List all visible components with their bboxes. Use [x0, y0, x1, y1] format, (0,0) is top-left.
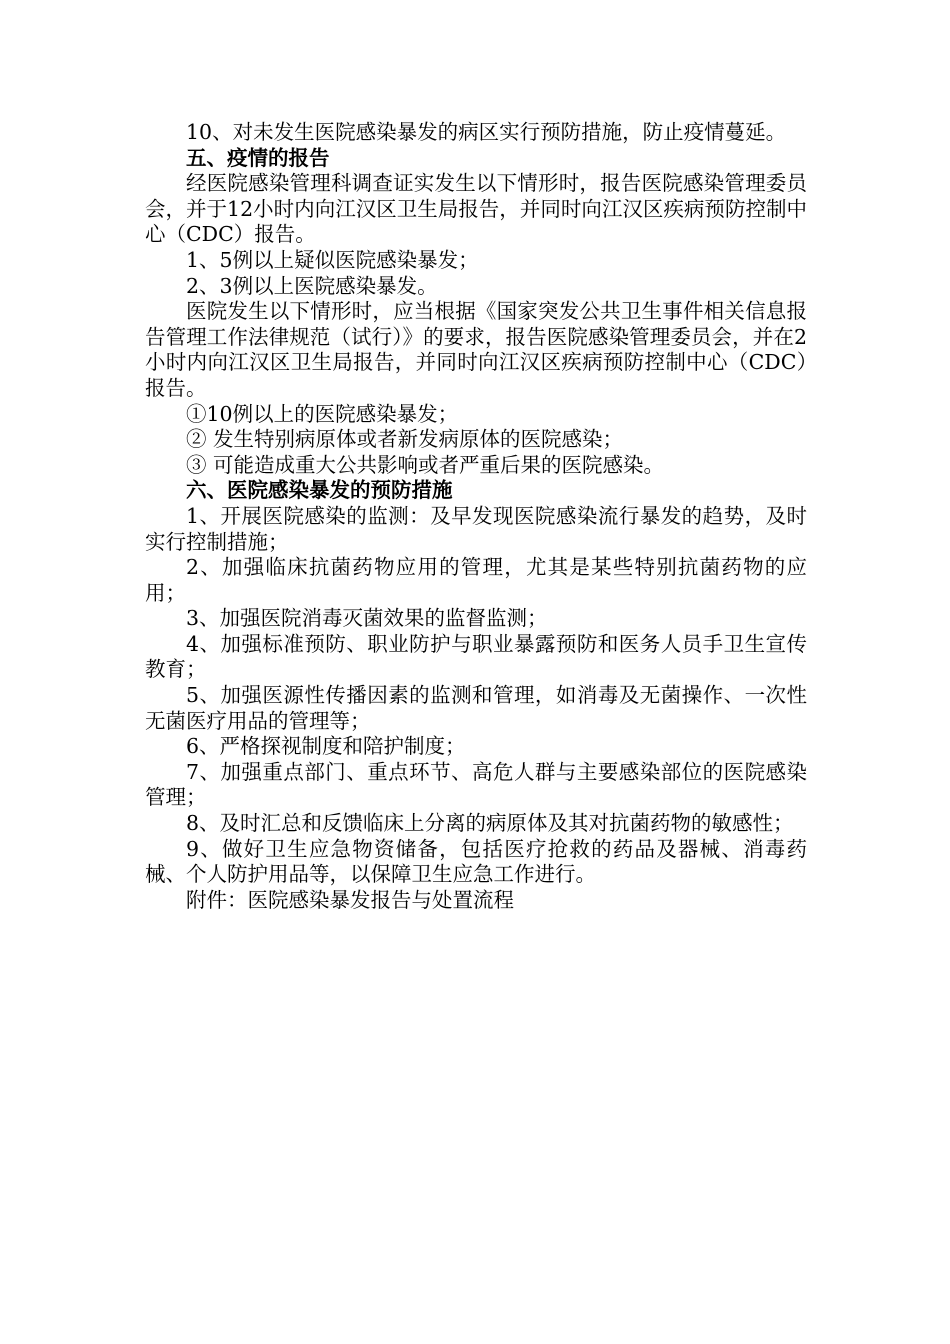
measure-item-feedback: 8、及时汇总和反馈临床上分离的病原体及其对抗菌药物的敏感性；	[186, 811, 794, 836]
list-item-confirmed-cases: 2、3例以上医院感染暴发。	[186, 273, 438, 298]
paragraph-item-10-prevention: 10、对未发生医院感染暴发的病区实行预防措施，防止疫情蔓延。	[186, 120, 787, 144]
section-heading-epidemic-report: 五、疫情的报告	[186, 145, 330, 170]
section-heading-prevention-measures: 六、医院感染暴发的预防措施	[186, 478, 453, 503]
measure-item-monitoring: 1、开展医院感染的监测：及早发现医院感染流行暴发的趋势，及时实行控制措施；	[145, 503, 807, 554]
measure-item-emergency-supplies: 9、做好卫生应急物资储备，包括医疗抢救的药品及器械、消毒药械、个人防护用品等，以保障卫生应急工作进行。	[145, 836, 807, 887]
measure-item-visiting: 6、严格探视制度和陪护制度；	[186, 734, 466, 759]
list-item-major-impact: ③ 可能造成重大公共影响或者严重后果的医院感染。	[186, 452, 665, 477]
document-page	[145, 120, 807, 913]
paragraph-report-2-hours: 医院发生以下情形时，应当根据《国家突发公共卫生事件相关信息报告管理工作法律规范（试行）》的要求，报告医院感染管理委员会，并在2小时内向江汉区卫生局报告，并同时向江汉区疾病预防控制中心（CDC）报告。	[145, 299, 807, 400]
measure-item-standard-prevention: 4、加强标准预防、职业防护与职业暴露预防和医务人员手卫生宣传教育；	[145, 631, 807, 682]
measure-item-antibiotics: 2、加强临床抗菌药物应用的管理，尤其是某些特别抗菌药物的应用；	[145, 555, 807, 605]
list-item-special-pathogen: ② 发生特别病原体或者新发病原体的医院感染；	[186, 427, 624, 452]
list-item-suspected-cases: 1、5例以上疑似医院感染暴发；	[186, 247, 479, 272]
paragraph-report-12-hours: 经医院感染管理科调查证实发生以下情形时，报告医院感染管理委员会，并于12小时内向江汉区卫生局报告，并同时向江汉区疾病预防控制中心（CDC）报告。	[145, 171, 807, 247]
measure-item-disinfection: 3、加强医院消毒灭菌效果的监督监测；	[186, 606, 548, 631]
measure-item-iatrogenic: 5、加强医源性传播因素的监测和管理，如消毒及无菌操作、一次性无菌医疗用品的管理等；	[145, 683, 807, 733]
attachment-note: 附件：医院感染暴发报告与处置流程	[186, 887, 514, 912]
list-item-10-cases: ①10例以上的医院感染暴发；	[186, 401, 459, 426]
measure-item-key-departments: 7、加强重点部门、重点环节、高危人群与主要感染部位的医院感染管理；	[145, 759, 807, 810]
